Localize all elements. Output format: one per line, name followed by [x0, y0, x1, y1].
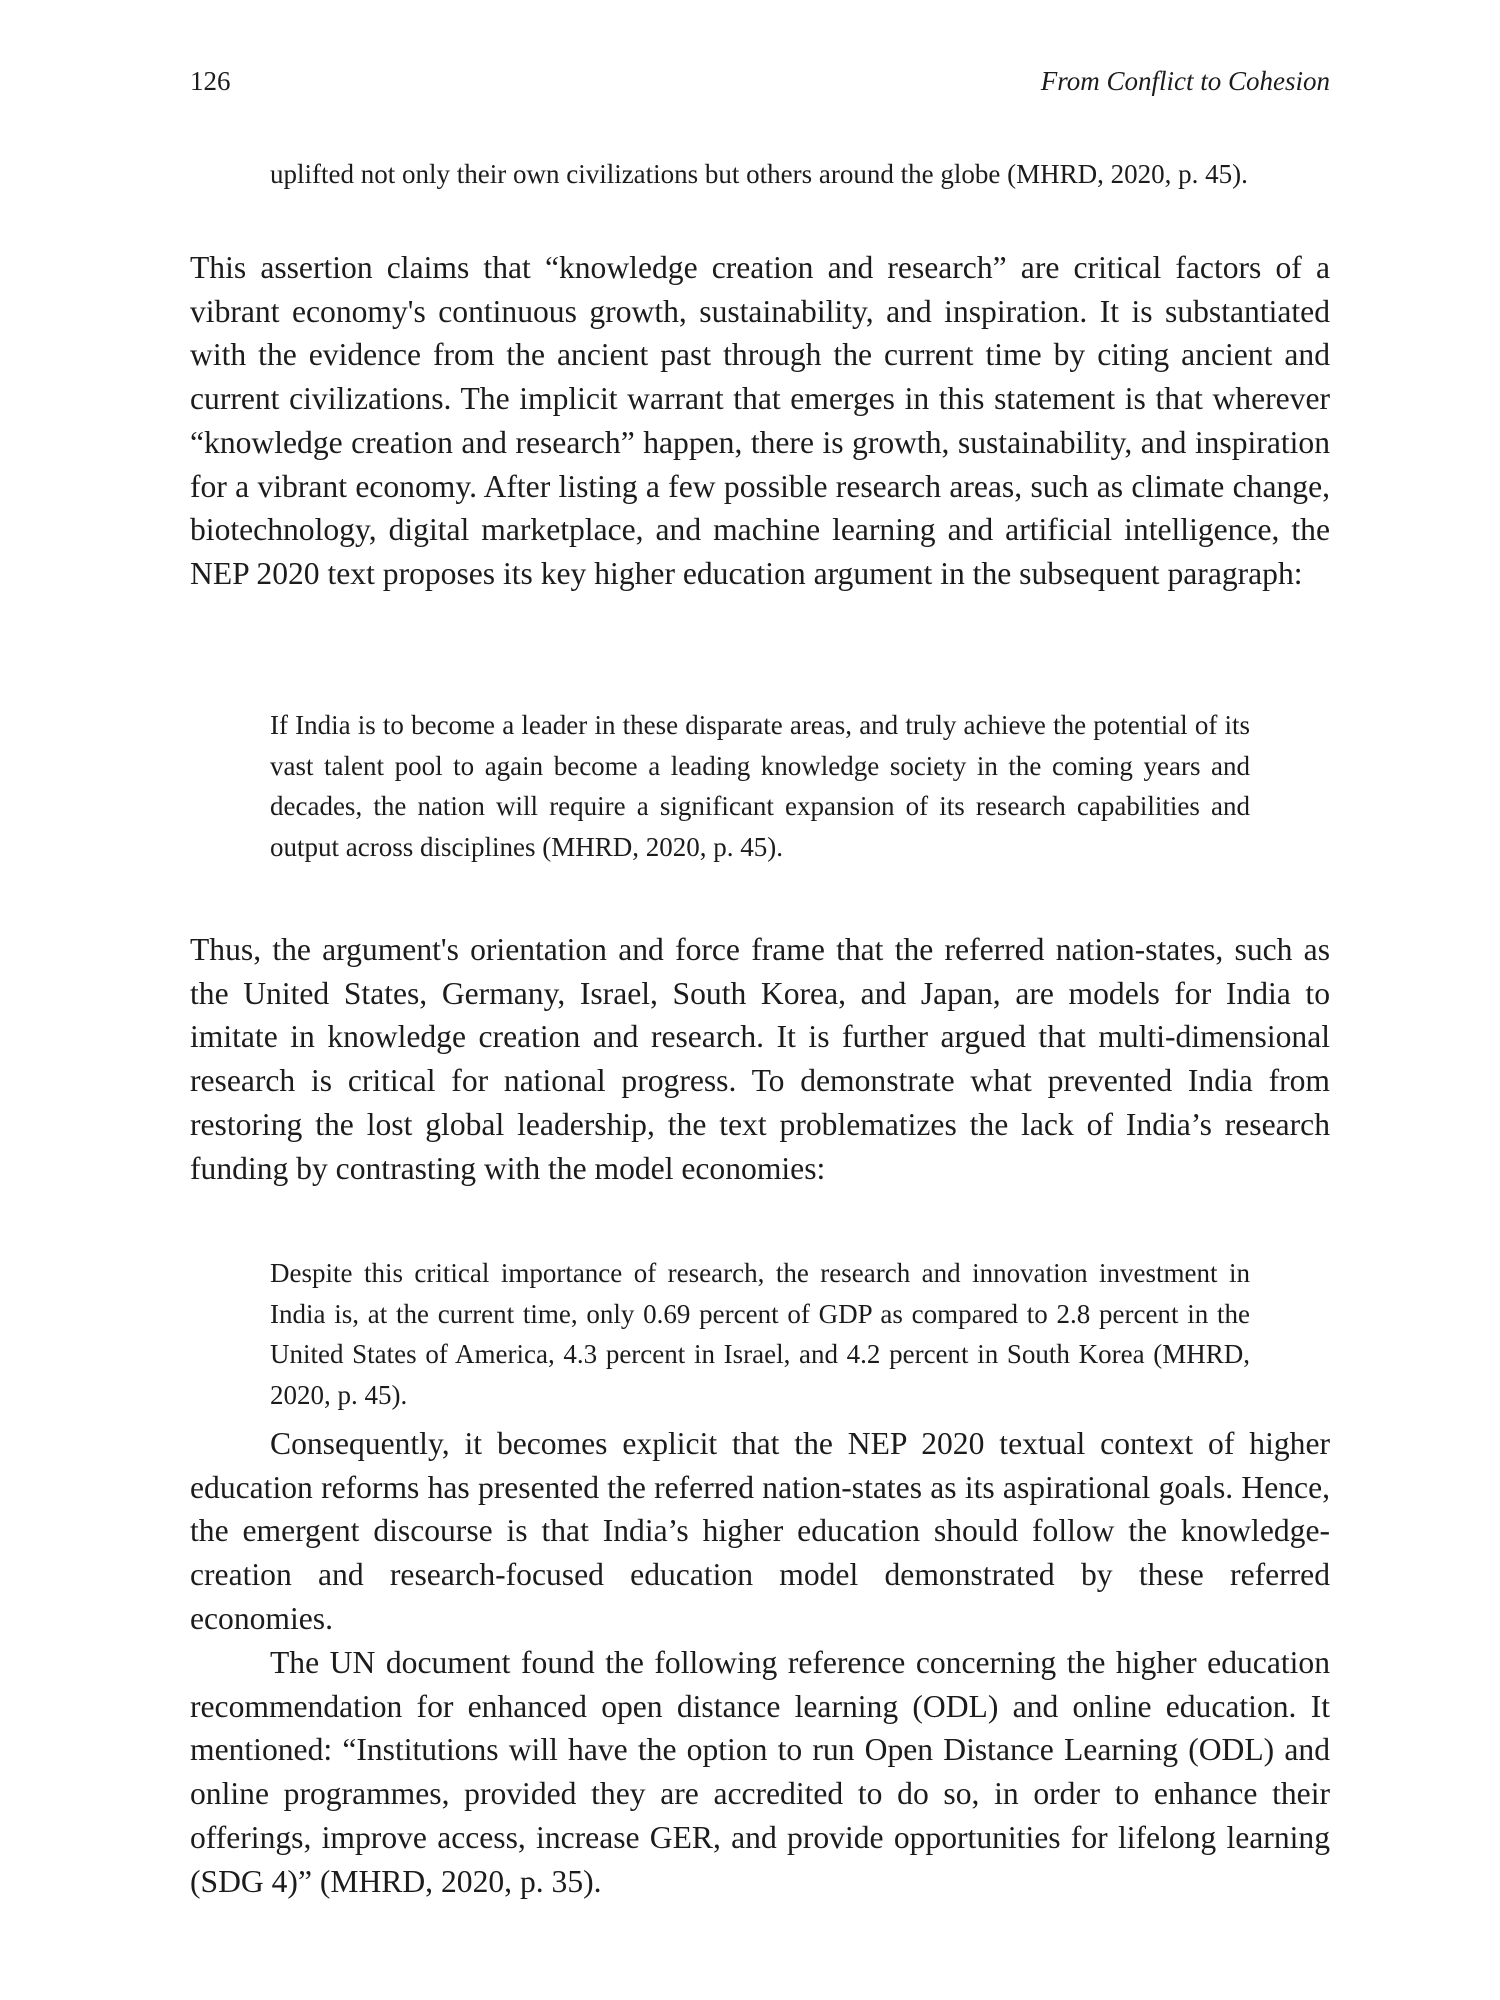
paragraph-consequently: Consequently, it becomes explicit that the NEP 2020 textual context of higher education reforms has presented the referred nation-states as its aspirational goals. Hence, the emergent discourse is that India’s higher education should follow the knowledge-creation and research-focused education model demonstrated by these referred economies. [190, 1426, 1330, 1636]
running-head [190, 66, 1330, 106]
quote-continuation: uplifted not only their own civilizations but others around the globe (MHRD, 2020, p. 45). [270, 159, 1248, 189]
block-quote-investment: Despite this critical importance of research, the research and innovation investment in India is, at the current time, only 0.69 percent of GDP as compared to 2.8 percent in the United States of America, 4.3 percent in Israel, and 4.2 percent in South Korea (MHRD, 2020, p. 45). [270, 1258, 1250, 1410]
paragraph-argument: Thus, the argument's orientation and force frame that the referred nation-states, such as the United States, Germany, Israel, South Korea, and Japan, are models for India to imitate in knowledge creation and research. It is further argued that multi-dimensional research is critical for national progress. To demonstrate what prevented India from restoring the lost global leadership, the text problematizes the lack of India’s research funding by contrasting with the model economies: [190, 932, 1330, 1186]
book-title: From Conflict to Cohesion [1040, 66, 1330, 96]
paragraph-un-document: The UN document found the following reference concerning the higher education recommendation for enhanced open distance learning (ODL) and online education. It mentioned: “Institutions will have the option to run Open Distance Learning (ODL) and online programmes, provided they are accredited to do so, in order to enhance their offerings, improve access, increase GER, and provide opportunities for lifelong learning (SDG 4)” (MHRD, 2020, p. 35). [190, 1645, 1330, 1899]
paragraph-assertion: This assertion claims that “knowledge creation and research” are critical factors of a vibrant economy's continuous growth, sustainability, and inspiration. It is substantiated with the evidence from the ancient past through the current time by citing ancient and current civilizations. The implicit warrant that emerges in this statement is that wherever “knowledge creation and research” happen, there is growth, sustainability, and inspiration for a vibrant economy. After listing a few possible research areas, such as climate change, biotechnology, digital marketplace, and machine learning and artificial intelligence, the NEP 2020 text proposes its key higher education argument in the subsequent paragraph: [190, 250, 1330, 591]
page-number: 126 [190, 66, 231, 96]
block-quote-leadership: If India is to become a leader in these disparate areas, and truly achieve the potential of its vast talent pool to again become a leading knowledge society in the coming years and decades, the nation will require a significant expansion of its research capabilities and output across disciplines (MHRD, 2020, p. 45). [270, 710, 1250, 862]
